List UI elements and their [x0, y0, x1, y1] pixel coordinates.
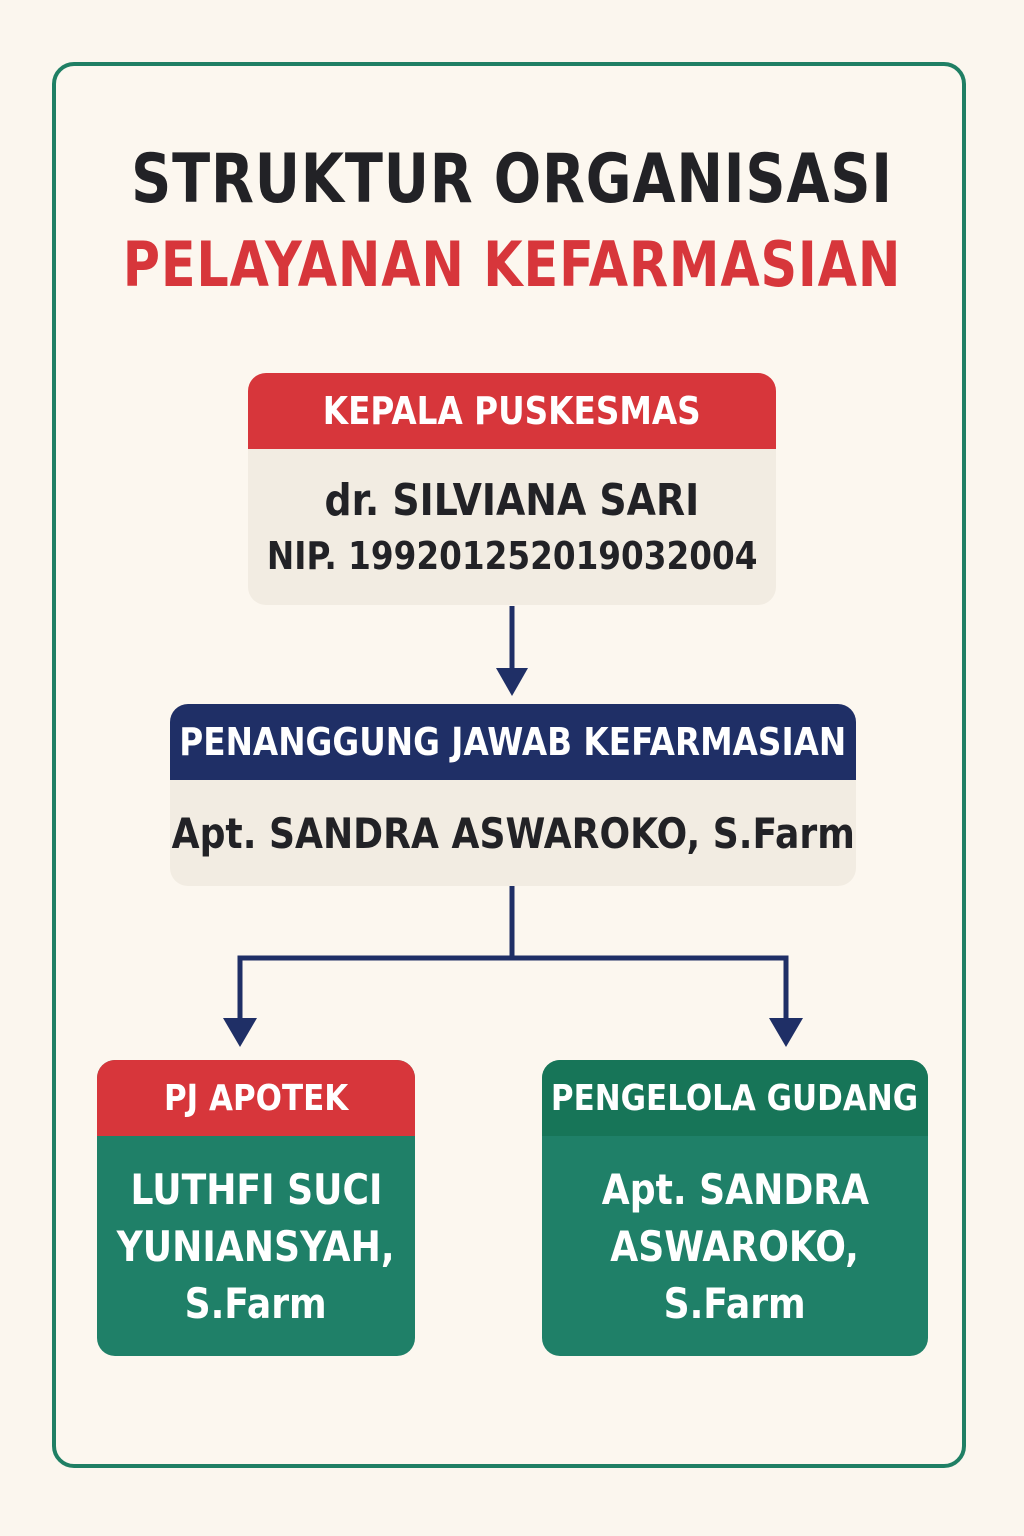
node-name-line: Apt. SANDRA [601, 1164, 869, 1214]
node-name-line: S.Farm [663, 1278, 807, 1328]
node-role-label: PENGELOLA GUDANG [551, 1077, 919, 1119]
node-name-line: LUTHFI SUCI [130, 1164, 382, 1214]
page-title: STRUKTUR ORGANISASI [131, 140, 893, 219]
node-kepala-puskesmas [248, 373, 776, 605]
node-pengelola-gudang [542, 1060, 928, 1356]
node-role-label: PENANGGUNG JAWAB KEFARMASIAN [179, 720, 847, 764]
node-role-label: PJ APOTEK [163, 1077, 349, 1119]
node-pj-apotek [97, 1060, 415, 1356]
arrow-head-right [769, 1018, 803, 1047]
node-penanggung-jawab [170, 704, 856, 886]
node-name-line: YUNIANSYAH, [117, 1221, 395, 1271]
node-name-line: ASWAROKO, [610, 1221, 860, 1271]
connector-branch [240, 958, 786, 1022]
node-person-name: Apt. SANDRA ASWAROKO, S.Farm [171, 808, 855, 858]
arrow-head-left [223, 1018, 257, 1047]
node-name-line: S.Farm [184, 1278, 328, 1328]
page-subtitle: PELAYANAN KEFARMASIAN [122, 228, 902, 301]
node-person-nip: NIP. 199201252019032004 [266, 534, 758, 578]
arrow-head-mid [496, 668, 528, 696]
node-role-label: KEPALA PUSKESMAS [323, 389, 701, 433]
node-person-name: dr. SILVIANA SARI [324, 475, 700, 526]
